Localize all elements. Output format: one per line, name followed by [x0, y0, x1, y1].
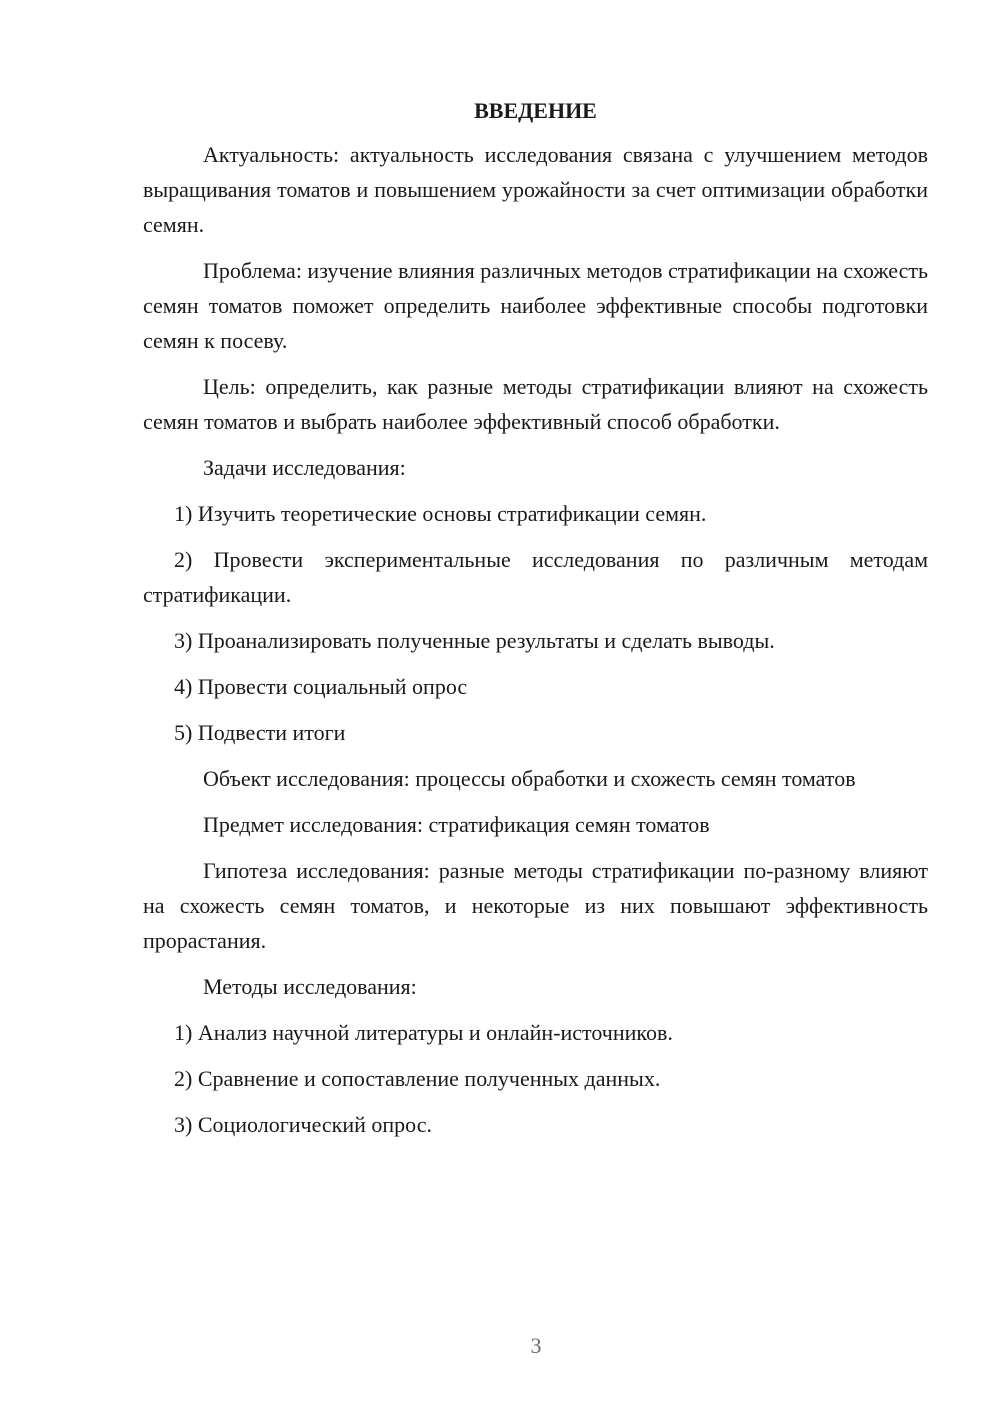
task-item-1: 1) Изучить теоретические основы стратификации семян.	[174, 501, 707, 526]
goal-paragraph: Цель: определить, как разные методы стратификации влияют на схожесть семян томатов и выбрать наиболее эффективный способ обработки.	[143, 374, 928, 434]
hypothesis-paragraph: Гипотеза исследования: разные методы стратификации по-разному влияют на схожесть семян томатов, и некоторые из них повышают эффективность прорастания.	[143, 858, 928, 953]
object-paragraph: Объект исследования: процессы обработки и схожесть семян томатов	[203, 766, 856, 791]
subject-paragraph: Предмет исследования: стратификация семян томатов	[203, 812, 710, 837]
relevance-paragraph: Актуальность: актуальность исследования связана с улучшением методов выращивания томатов и повышением урожайности за счет оптимизации обработки семян.	[143, 142, 928, 237]
task-item-3: 3) Проанализировать полученные результаты и сделать выводы.	[174, 628, 775, 653]
method-item-3: 3) Социологический опрос.	[174, 1112, 432, 1137]
task-item-2: 2) Провести экспериментальные исследования по различным методам стратификации.	[143, 547, 928, 607]
task-item-5: 5) Подвести итоги	[174, 720, 346, 745]
page-content	[143, 94, 928, 1153]
section-title: ВВЕДЕНИЕ	[474, 98, 597, 123]
task-item-4: 4) Провести социальный опрос	[174, 674, 468, 699]
page-number: 3	[530, 1333, 542, 1358]
problem-paragraph: Проблема: изучение влияния различных методов стратификации на схожесть семян томатов поможет определить наиболее эффективные способы подготовки семян к посеву.	[143, 258, 928, 353]
methods-heading: Методы исследования:	[203, 974, 417, 999]
method-item-2: 2) Сравнение и сопоставление полученных данных.	[174, 1066, 661, 1091]
method-item-1: 1) Анализ научной литературы и онлайн-источников.	[174, 1020, 673, 1045]
tasks-heading: Задачи исследования:	[203, 455, 406, 480]
